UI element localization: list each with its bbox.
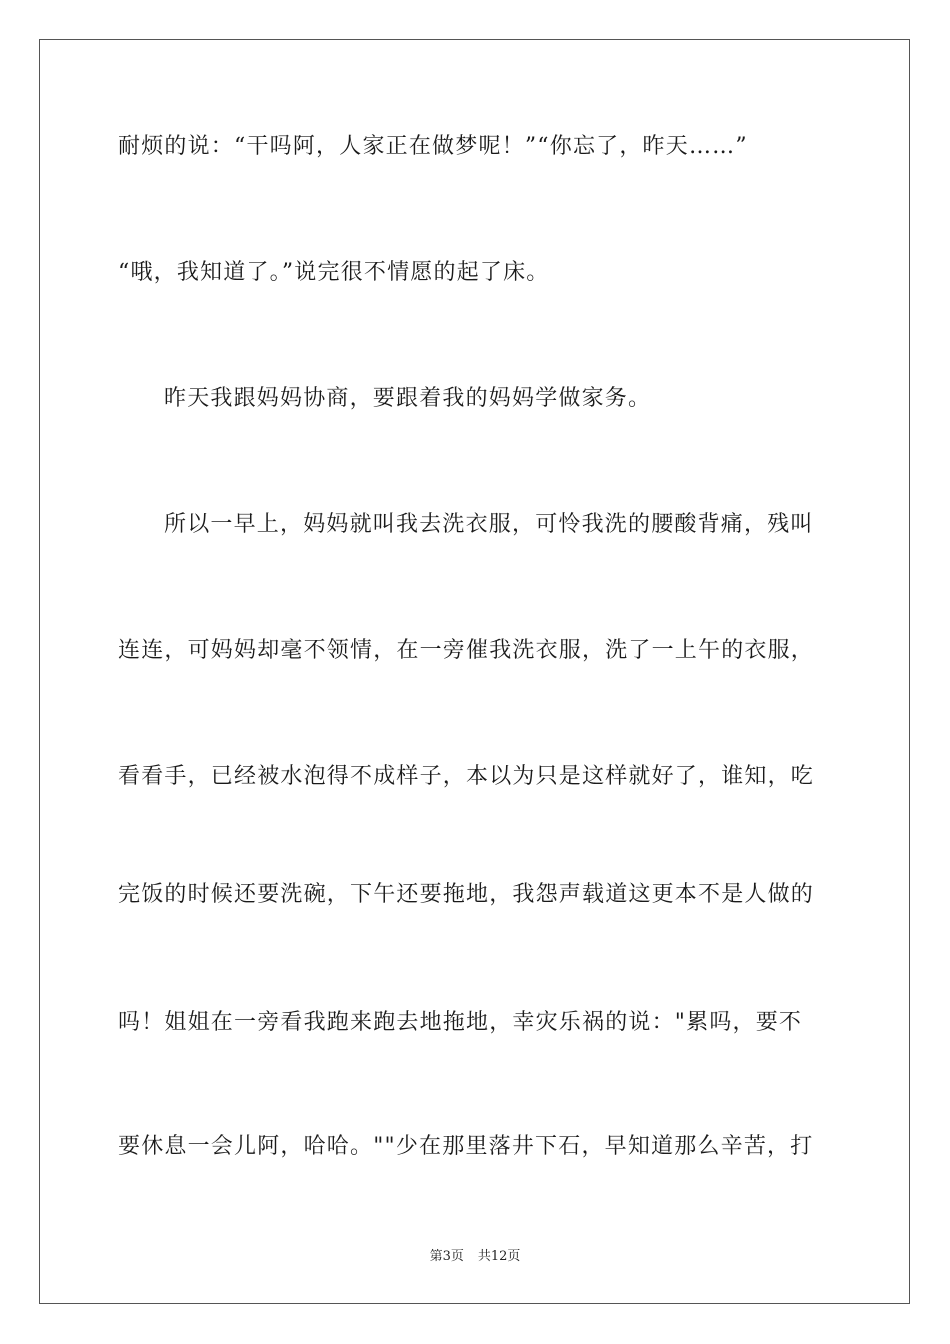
page-border	[39, 39, 910, 1304]
text-line: “哦，我知道了。”说完很不情愿的起了床。	[118, 260, 550, 285]
page-total: 共12页	[477, 1249, 521, 1264]
text-line: 要休息一会儿阿，哈哈。""少在那里落井下石，早知道那么辛苦，打	[118, 1134, 814, 1159]
text-line: 连连，可妈妈却毫不领情，在一旁催我洗衣服，洗了一上午的衣服，	[118, 638, 815, 663]
text-line: 看看手，已经被水泡得不成样子，本以为只是这样就好了，谁知，吃	[118, 764, 815, 789]
text-line: 昨天我跟妈妈协商，要跟着我的妈妈学做家务。	[164, 386, 652, 411]
text-line: 完饭的时候还要洗碗，下午还要拖地，我怨声载道这更本不是人做的	[118, 882, 815, 907]
page-number: 第3页	[429, 1249, 464, 1264]
text-line: 所以一早上，妈妈就叫我去洗衣服，可怜我洗的腰酸背痛，残叫	[164, 512, 814, 537]
page-footer	[0, 1248, 950, 1266]
text-line: 耐烦的说：“干吗阿，人家正在做梦呢！”“你忘了，昨天……”	[118, 134, 748, 159]
text-line: 吗！姐姐在一旁看我跑来跑去地拖地，幸灾乐祸的说："累吗，要不	[118, 1010, 803, 1035]
